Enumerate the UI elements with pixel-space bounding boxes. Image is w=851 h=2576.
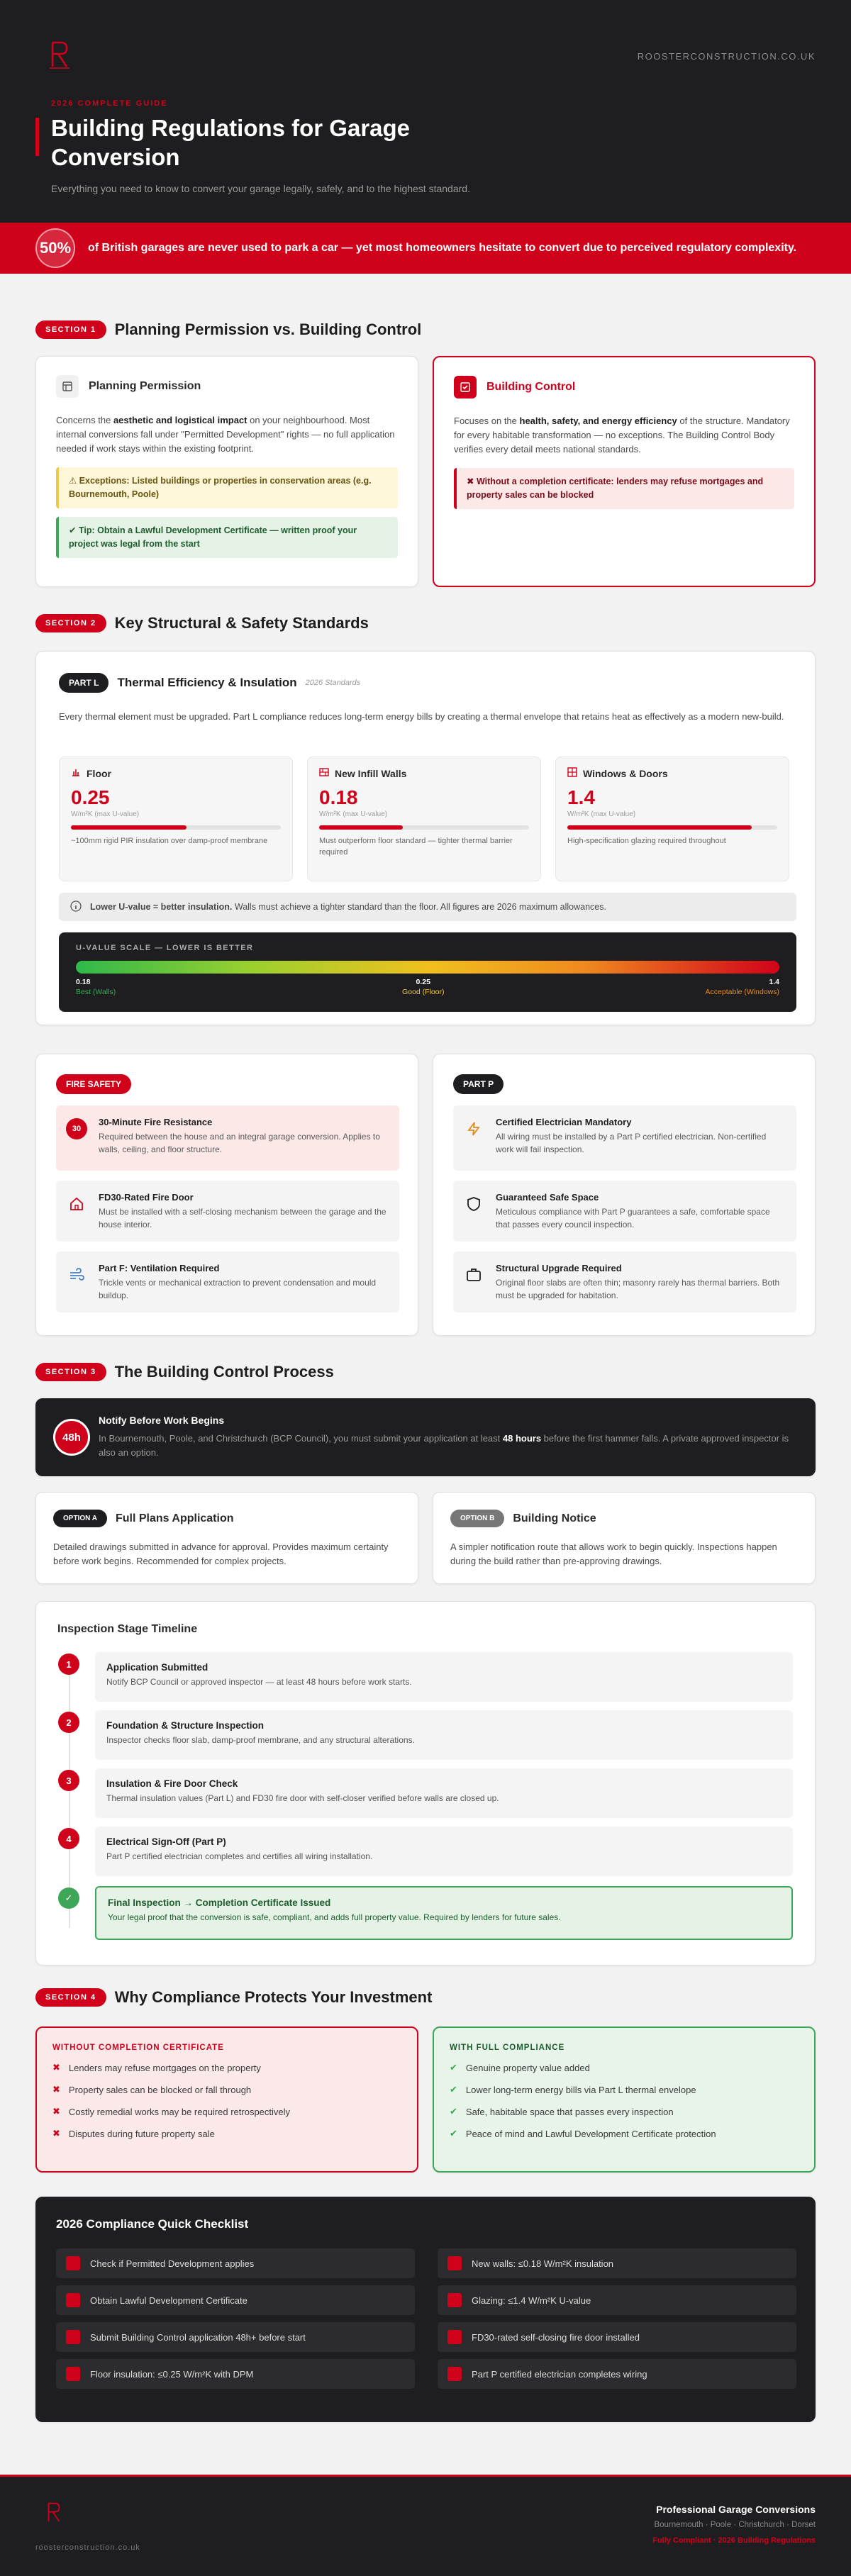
section-badge: SECTION 2	[35, 614, 106, 632]
section-title: The Building Control Process	[114, 1363, 334, 1381]
timeline-step: Insulation & Fire Door Check Thermal insulation values (Part L) and FD30 fire door with self-closer verified before walls are closed up.	[95, 1768, 793, 1818]
benefit-item: ✔ Safe, habitable space that passes every inspection	[450, 2106, 674, 2117]
stat-value: 50%	[35, 228, 75, 268]
checklist-item[interactable]: Submit Building Control application 48h+ before start	[56, 2322, 415, 2352]
site-url-link[interactable]: ROOSTERCONSTRUCTION.CO.UK	[637, 51, 816, 62]
section-2-header	[35, 614, 369, 632]
footer-tagline: Fully Compliant · 2026 Building Regulations	[652, 2536, 816, 2545]
standards-tag: 2026 Standards	[305, 679, 361, 687]
card-title: Full Plans Application	[115, 1512, 234, 1524]
card-body: Detailed drawings submitted in advance for approval. Provides maximum certainty before work begins. Recommended for complex projects.	[53, 1541, 389, 1566]
section-title: Planning Permission vs. Building Control	[114, 320, 422, 338]
scale-gradient-bar	[76, 961, 779, 974]
u-value-info-strip: Lower U-value = better insulation. Walls must achieve a tighter standard than the floor. All figures are 2026 maximum allowances.	[59, 893, 796, 921]
part-l-pill: PART L	[59, 673, 109, 693]
section-4-header	[35, 1988, 432, 2007]
card-title: Building Notice	[513, 1512, 596, 1524]
quick-checklist	[35, 2197, 816, 2422]
u-value-bar	[319, 825, 529, 830]
part-p-pill: PART P	[453, 1074, 504, 1094]
fire-safety-card	[35, 1054, 418, 1336]
cross-icon: ✖	[52, 2062, 60, 2073]
card-title: WITH FULL COMPLIANCE	[450, 2043, 565, 2052]
risk-item: ✖ Lenders may refuse mortgages on the property	[52, 2062, 261, 2073]
card-body: Concerns the aesthetic and logistical impact on your neighbourhood. Most internal conversions fall under "Permitted Development" rights — no full application needed if work stays within the existing footprint.	[56, 415, 395, 454]
risk-item: ✖ Disputes during future property sale	[52, 2128, 215, 2139]
step-number: 3	[58, 1770, 79, 1791]
cross-icon: ✖	[52, 2084, 60, 2095]
checklist-item[interactable]: Glazing: ≤1.4 W/m²K U-value	[438, 2285, 796, 2315]
check-icon: ✔	[450, 2106, 457, 2117]
u-value-bar	[567, 825, 777, 830]
notify-text: In Bournemouth, Poole, and Christchurch (BCP Council), you must submit your application at least 48 hours before the first hammer falls. A private approved inspector is also an option.	[99, 1433, 789, 1458]
section-1-header	[35, 320, 421, 339]
option-b-card	[433, 1492, 816, 1584]
thermometer-icon	[71, 767, 81, 779]
checkbox-icon	[66, 2293, 80, 2307]
brick-wall-icon	[319, 767, 329, 779]
u-value-scale: U-VALUE SCALE — LOWER IS BETTER 0.18 Best (Walls) 0.25 Good (Floor) 1.4 Acceptable (Windows)	[59, 932, 796, 1012]
ventilation-item: Part F: Ventilation Required Trickle vents or mechanical extraction to prevent condensation and mould buildup.	[56, 1251, 399, 1312]
wind-icon	[66, 1264, 87, 1286]
cross-icon: ✖	[52, 2106, 60, 2117]
section-title: Why Compliance Protects Your Investment	[114, 1988, 433, 2006]
checkbox-icon	[447, 2367, 462, 2381]
section-3-header	[35, 1363, 334, 1381]
section-badge: SECTION 4	[35, 1988, 106, 2007]
lightning-icon	[463, 1118, 484, 1139]
check-icon: ✔	[450, 2128, 457, 2139]
checklist-item[interactable]: FD30-rated self-closing fire door installed	[438, 2322, 796, 2352]
card-title: Thermal Efficiency & Insulation	[117, 676, 297, 689]
window-icon	[567, 767, 577, 779]
checklist-icon	[454, 376, 477, 398]
part-l-card	[35, 651, 816, 1025]
exception-callout: ⚠ Exceptions: Listed buildings or properties in conservation areas (e.g. Bournemouth, Poole)	[56, 467, 398, 508]
hero-kicker: 2026 COMPLETE GUIDE	[51, 99, 168, 108]
section-badge: SECTION 1	[35, 320, 106, 339]
card-body: Focuses on the health, safety, and energy efficiency of the structure. Mandatory for every habitable transformation — no exceptions. The Building Control Body verifies every detail meets national standards.	[454, 416, 790, 455]
checklist-item[interactable]: Part P certified electrician completes wiring	[438, 2359, 796, 2389]
part-p-card	[433, 1054, 816, 1336]
tip-callout: ✔ Tip: Obtain a Lawful Development Certificate — written proof your project was legal from the start	[56, 517, 398, 558]
benefit-item: ✔ Genuine property value added	[450, 2062, 590, 2073]
step-number: 4	[58, 1828, 79, 1849]
u-value: 0.25	[71, 786, 110, 808]
walls-u-value: New Infill Walls 0.18 W/m²K (max U-value) Must outperform floor standard — tighter thermal barrier required	[307, 757, 541, 881]
shield-icon	[463, 1193, 484, 1215]
briefcase-icon	[463, 1264, 484, 1286]
checklist-item[interactable]: Obtain Lawful Development Certificate	[56, 2285, 415, 2315]
structural-upgrade-item: Structural Upgrade Required Original floor slabs are often thin; masonry rarely has thermal barriers. Both must be upgraded for habitation.	[453, 1251, 796, 1312]
certified-electrician-item: Certified Electrician Mandatory All wiring must be installed by a Part P certified electrician. Non-certified work will fail inspection.	[453, 1105, 796, 1171]
windows-u-value: Windows & Doors 1.4 W/m²K (max U-value) High-specification glazing required throughout	[555, 757, 789, 881]
fire-door-item: FD30-Rated Fire Door Must be installed with a self-closing mechanism between the garage and the house interior.	[56, 1181, 399, 1242]
section-title: Key Structural & Safety Standards	[114, 614, 369, 632]
full-compliance-card	[433, 2026, 816, 2173]
info-icon	[70, 901, 82, 914]
fire-safety-pill: FIRE SAFETY	[56, 1074, 131, 1094]
checkbox-icon	[447, 2330, 462, 2344]
checklist-title: 2026 Compliance Quick Checklist	[56, 2217, 249, 2231]
checkbox-icon	[66, 2330, 80, 2344]
document-icon	[56, 375, 79, 398]
option-b-pill: OPTION B	[450, 1510, 504, 1527]
safe-space-item: Guaranteed Safe Space Meticulous compliance with Part P guarantees a safe, comfortable space that passes every council inspection.	[453, 1181, 796, 1242]
card-body: A simpler notification route that allows work to begin quickly. Inspections happen during the build rather than pre-approving drawings.	[450, 1541, 777, 1566]
rooster-logo-icon[interactable]	[48, 40, 71, 71]
u-value-bar	[71, 825, 281, 830]
check-icon: ✓	[58, 1888, 79, 1909]
building-control-card	[433, 356, 816, 587]
checklist-item[interactable]: New walls: ≤0.18 W/m²K insulation	[438, 2248, 796, 2278]
check-icon: ✔	[450, 2084, 457, 2095]
notify-banner	[35, 1398, 816, 1476]
hero-subtitle: Everything you need to know to convert your garage legally, safely, and to the highest standard.	[51, 183, 470, 194]
without-certificate-card	[35, 2026, 418, 2173]
scale-label: U-VALUE SCALE — LOWER IS BETTER	[76, 944, 254, 952]
checklist-item[interactable]: Floor insulation: ≤0.25 W/m²K with DPM	[56, 2359, 415, 2389]
timeline-step: Electrical Sign-Off (Part P) Part P certified electrician completes and certifies all wiring installation.	[95, 1827, 793, 1876]
card-title: Planning Permission	[89, 380, 201, 392]
rooster-logo-icon[interactable]	[45, 2501, 62, 2525]
step-number: 1	[58, 1654, 79, 1675]
risk-item: ✖ Costly remedial works may be required retrospectively	[52, 2106, 291, 2117]
footer-title: Professional Garage Conversions	[656, 2504, 816, 2515]
step-number: 2	[58, 1712, 79, 1733]
timeline-step: Foundation & Structure Inspection Inspector checks floor slab, damp-proof membrane, and any structural alterations.	[95, 1710, 793, 1760]
hero-accent-bar	[35, 118, 39, 156]
footer-url-link[interactable]: roosterconstruction.co.uk	[35, 2543, 140, 2552]
floor-u-value: Floor 0.25 W/m²K (max U-value) ~100mm rigid PIR insulation over damp-proof membrane	[59, 757, 293, 881]
completion-certificate-alert: ✖ Without a completion certificate: lenders may refuse mortgages and property sales can be blocked	[454, 468, 794, 509]
card-title: Building Control	[486, 381, 576, 393]
house-icon	[66, 1193, 87, 1215]
u-value: 0.18	[319, 786, 358, 808]
option-a-card	[35, 1492, 418, 1584]
option-a-pill: OPTION A	[53, 1510, 107, 1527]
page-title: Building Regulations for Garage Conversion	[51, 115, 411, 170]
48h-badge: 48h	[53, 1419, 90, 1456]
section-badge: SECTION 3	[35, 1363, 106, 1381]
checkbox-icon	[66, 2256, 80, 2270]
notify-title: Notify Before Work Begins	[99, 1415, 225, 1426]
page-footer	[0, 2475, 851, 2576]
footer-areas: Bournemouth · Poole · Christchurch · Dorset	[654, 2521, 816, 2529]
checkbox-icon	[66, 2367, 80, 2381]
planning-permission-card	[35, 356, 418, 587]
card-title: WITHOUT COMPLETION CERTIFICATE	[52, 2043, 224, 2052]
cross-icon: ✖	[52, 2128, 60, 2139]
benefit-item: ✔ Peace of mind and Lawful Development Certificate protection	[450, 2128, 716, 2139]
thirty-minute-icon: 30	[66, 1118, 87, 1139]
u-value: 1.4	[567, 786, 595, 808]
part-l-intro: Every thermal element must be upgraded. Part L compliance reduces long-term energy bills by creating a thermal envelope that retains heat as effectively as a modern new-build.	[59, 711, 784, 722]
benefit-item: ✔ Lower long-term energy bills via Part L thermal envelope	[450, 2084, 696, 2095]
risk-item: ✖ Property sales can be blocked or fall through	[52, 2084, 252, 2095]
stat-banner	[0, 223, 851, 274]
hero-header	[0, 0, 851, 223]
checkbox-icon	[447, 2256, 462, 2270]
final-inspection-step: Final Inspection → Completion Certificate Issued Your legal proof that the conversion is safe, compliant, and adds full property value. Required by lenders for future sales.	[95, 1886, 793, 1940]
checkbox-icon	[447, 2293, 462, 2307]
timeline-step: Application Submitted Notify BCP Council or approved inspector — at least 48 hours before work starts.	[95, 1652, 793, 1702]
stat-text: of British garages are never used to park a car — yet most homeowners hesitate to convert due to perceived regulatory complexity.	[88, 242, 797, 254]
checklist-item[interactable]: Check if Permitted Development applies	[56, 2248, 415, 2278]
fire-resistance-item: 30 30-Minute Fire Resistance Required between the house and an integral garage conversion. Applies to walls, ceiling, and floor structure.	[56, 1105, 399, 1171]
timeline-title: Inspection Stage Timeline	[57, 1623, 198, 1635]
check-icon: ✔	[450, 2062, 457, 2073]
